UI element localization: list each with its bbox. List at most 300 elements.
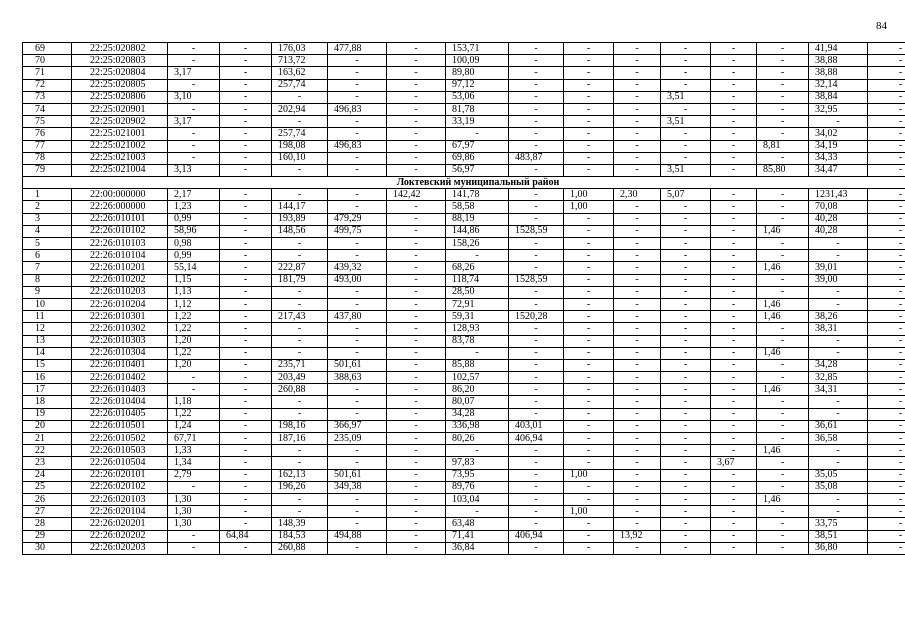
- table-cell: -: [564, 298, 614, 310]
- table-cell: -: [220, 445, 272, 457]
- table-cell: 58,58: [446, 201, 509, 213]
- table-cell: -: [757, 323, 809, 335]
- table-cell: -: [868, 433, 905, 445]
- table-cell: -: [509, 116, 564, 128]
- table-cell: -: [387, 493, 446, 505]
- table-cell: -: [614, 481, 661, 493]
- table-cell: -: [757, 359, 809, 371]
- table-cell: 388,63: [328, 372, 387, 384]
- table-cell: -: [711, 359, 757, 371]
- table-cell: -: [328, 67, 387, 79]
- table-cell: 501,61: [328, 359, 387, 371]
- table-cell: -: [387, 445, 446, 457]
- table-cell: -: [509, 518, 564, 530]
- table-cell: -: [387, 298, 446, 310]
- table-cell: -: [564, 493, 614, 505]
- table-cell: -: [564, 408, 614, 420]
- table-cell: 22:26:010203: [72, 286, 168, 298]
- table-cell: 86,20: [446, 384, 509, 396]
- table-cell: -: [661, 67, 711, 79]
- table-cell: -: [564, 262, 614, 274]
- table-cell: 11: [23, 311, 72, 323]
- table-cell: -: [564, 347, 614, 359]
- table-cell: 3,17: [168, 67, 220, 79]
- table-cell: 3,10: [168, 91, 220, 103]
- table-cell: 3,17: [168, 116, 220, 128]
- table-cell: -: [220, 213, 272, 225]
- table-cell: -: [564, 213, 614, 225]
- table-cell: -: [757, 286, 809, 298]
- table-cell: 22:26:010405: [72, 408, 168, 420]
- table-cell: -: [509, 323, 564, 335]
- table-cell: 22:26:010501: [72, 420, 168, 432]
- table-cell: -: [614, 506, 661, 518]
- table-cell: -: [711, 408, 757, 420]
- table-cell: -: [757, 103, 809, 115]
- table-cell: -: [661, 128, 711, 140]
- table-cell: 496,83: [328, 103, 387, 115]
- table-cell: -: [220, 103, 272, 115]
- table-cell: -: [661, 213, 711, 225]
- table-cell: 3,51: [661, 164, 711, 176]
- table-cell: 74: [23, 103, 72, 115]
- table-cell: -: [868, 518, 905, 530]
- table-cell: 69: [23, 43, 72, 55]
- table-cell: 71: [23, 67, 72, 79]
- table-cell: 78: [23, 152, 72, 164]
- table-cell: -: [564, 274, 614, 286]
- table-cell: 202,94: [272, 103, 328, 115]
- table-cell: 89,76: [446, 481, 509, 493]
- table-cell: 499,75: [328, 225, 387, 237]
- table-cell: -: [614, 164, 661, 176]
- table-cell: -: [564, 43, 614, 55]
- table-cell: 235,09: [328, 433, 387, 445]
- table-cell: -: [757, 542, 809, 554]
- table-row: [23, 542, 905, 554]
- table-cell: 493,00: [328, 274, 387, 286]
- table-row: [23, 140, 905, 152]
- table-cell: -: [272, 457, 328, 469]
- table-cell: -: [868, 238, 905, 250]
- table-cell: 2,17: [168, 189, 220, 201]
- table-cell: 1,13: [168, 286, 220, 298]
- table-cell: -: [387, 420, 446, 432]
- table-cell: 80,26: [446, 433, 509, 445]
- table-cell: -: [661, 43, 711, 55]
- table-cell: -: [272, 91, 328, 103]
- table-cell: 257,74: [272, 79, 328, 91]
- table-row: [23, 164, 905, 176]
- table-cell: -: [614, 518, 661, 530]
- table-cell: 41,94: [809, 43, 868, 55]
- table-cell: -: [564, 433, 614, 445]
- table-cell: -: [868, 335, 905, 347]
- table-cell: -: [868, 493, 905, 505]
- table-cell: 14: [23, 347, 72, 359]
- table-cell: 162,13: [272, 469, 328, 481]
- table-cell: -: [868, 408, 905, 420]
- table-row: [23, 493, 905, 505]
- table-cell: 33,75: [809, 518, 868, 530]
- table-cell: -: [757, 43, 809, 55]
- table-cell: -: [868, 311, 905, 323]
- table-cell: -: [614, 201, 661, 213]
- table-cell: -: [564, 372, 614, 384]
- table-cell: -: [387, 530, 446, 542]
- table-cell: 32,85: [809, 372, 868, 384]
- table-cell: 439,32: [328, 262, 387, 274]
- table-cell: -: [711, 103, 757, 115]
- table-cell: -: [661, 396, 711, 408]
- table-cell: -: [711, 384, 757, 396]
- table-cell: -: [387, 140, 446, 152]
- table-cell: 257,74: [272, 128, 328, 140]
- table-cell: 89,80: [446, 67, 509, 79]
- table-cell: -: [220, 225, 272, 237]
- table-cell: -: [711, 55, 757, 67]
- table-cell: -: [711, 67, 757, 79]
- table-cell: -: [868, 298, 905, 310]
- table-cell: 22:26:010302: [72, 323, 168, 335]
- table-row: [23, 103, 905, 115]
- table-cell: -: [868, 542, 905, 554]
- table-row: [23, 530, 905, 542]
- table-cell: -: [809, 347, 868, 359]
- table-cell: -: [220, 274, 272, 286]
- table-cell: -: [446, 128, 509, 140]
- table-cell: -: [564, 103, 614, 115]
- table-cell: 28,50: [446, 286, 509, 298]
- table-cell: -: [387, 396, 446, 408]
- table-cell: -: [564, 67, 614, 79]
- table-cell: -: [711, 274, 757, 286]
- table-cell: -: [868, 286, 905, 298]
- table-cell: 153,71: [446, 43, 509, 55]
- table-cell: -: [661, 542, 711, 554]
- table-cell: -: [757, 250, 809, 262]
- table-row: [23, 67, 905, 79]
- table-cell: 2,79: [168, 469, 220, 481]
- table-cell: 36,80: [809, 542, 868, 554]
- table-cell: -: [614, 335, 661, 347]
- table-row: [23, 201, 905, 213]
- table-row: [23, 262, 905, 274]
- table-cell: 58,96: [168, 225, 220, 237]
- table-cell: 34,33: [809, 152, 868, 164]
- table-cell: 72: [23, 79, 72, 91]
- table-cell: -: [661, 372, 711, 384]
- table-cell: 25: [23, 481, 72, 493]
- table-cell: -: [868, 469, 905, 481]
- table-cell: 437,80: [328, 311, 387, 323]
- table-cell: -: [328, 298, 387, 310]
- table-cell: -: [387, 238, 446, 250]
- table-cell: 1,15: [168, 274, 220, 286]
- table-cell: -: [757, 457, 809, 469]
- table-cell: -: [272, 250, 328, 262]
- table-cell: 1,22: [168, 323, 220, 335]
- table-cell: -: [328, 347, 387, 359]
- table-cell: 16: [23, 372, 72, 384]
- table-cell: -: [272, 396, 328, 408]
- table-cell: 260,88: [272, 542, 328, 554]
- table-cell: 1,46: [757, 262, 809, 274]
- table-cell: -: [564, 128, 614, 140]
- table-cell: 1,30: [168, 506, 220, 518]
- table-cell: -: [809, 457, 868, 469]
- table-cell: -: [868, 420, 905, 432]
- table-cell: -: [387, 152, 446, 164]
- table-cell: 22:26:010204: [72, 298, 168, 310]
- table-cell: 22:25:020804: [72, 67, 168, 79]
- table-cell: -: [661, 384, 711, 396]
- table-cell: 39,01: [809, 262, 868, 274]
- table-cell: -: [168, 43, 220, 55]
- table-cell: 9: [23, 286, 72, 298]
- table-cell: 35,08: [809, 481, 868, 493]
- table-cell: -: [328, 152, 387, 164]
- table-cell: 36,61: [809, 420, 868, 432]
- table-cell: 176,03: [272, 43, 328, 55]
- table-row: [23, 408, 905, 420]
- table-cell: 22:25:020901: [72, 103, 168, 115]
- table-cell: -: [387, 225, 446, 237]
- table-cell: -: [711, 469, 757, 481]
- table-cell: 80,07: [446, 396, 509, 408]
- table-cell: 53,06: [446, 91, 509, 103]
- table-cell: -: [661, 323, 711, 335]
- table-cell: 1,22: [168, 347, 220, 359]
- table-cell: -: [757, 518, 809, 530]
- table-cell: -: [509, 384, 564, 396]
- table-cell: 30: [23, 542, 72, 554]
- table-cell: 77: [23, 140, 72, 152]
- table-cell: -: [564, 335, 614, 347]
- table-cell: -: [509, 506, 564, 518]
- table-cell: 144,17: [272, 201, 328, 213]
- table-cell: -: [614, 152, 661, 164]
- table-cell: -: [757, 481, 809, 493]
- table-cell: -: [564, 542, 614, 554]
- table-cell: 100,09: [446, 55, 509, 67]
- table-cell: 141,78: [446, 189, 509, 201]
- table-cell: -: [328, 55, 387, 67]
- table-cell: -: [387, 335, 446, 347]
- table-cell: 1,23: [168, 201, 220, 213]
- table-cell: 217,43: [272, 311, 328, 323]
- page-number: 84: [876, 20, 887, 32]
- table-cell: 40,28: [809, 225, 868, 237]
- table-cell: 1,00: [564, 469, 614, 481]
- table-cell: 22:25:020805: [72, 79, 168, 91]
- table-cell: -: [614, 213, 661, 225]
- table-cell: -: [328, 250, 387, 262]
- table-cell: 148,56: [272, 225, 328, 237]
- table-cell: -: [661, 225, 711, 237]
- table-cell: -: [509, 298, 564, 310]
- table-cell: -: [809, 335, 868, 347]
- table-cell: 102,57: [446, 372, 509, 384]
- table-cell: -: [809, 493, 868, 505]
- table-cell: 1,46: [757, 493, 809, 505]
- table-cell: -: [220, 43, 272, 55]
- table-cell: 23: [23, 457, 72, 469]
- table-cell: -: [387, 433, 446, 445]
- table-cell: -: [509, 79, 564, 91]
- table-cell: 3,67: [711, 457, 757, 469]
- table-cell: 1528,59: [509, 274, 564, 286]
- table-cell: -: [614, 116, 661, 128]
- table-cell: 1,24: [168, 420, 220, 432]
- table-cell: -: [509, 140, 564, 152]
- table-cell: -: [661, 140, 711, 152]
- table-cell: -: [387, 91, 446, 103]
- table-row: [23, 481, 905, 493]
- table-cell: -: [711, 43, 757, 55]
- table-cell: -: [387, 262, 446, 274]
- table-cell: -: [564, 79, 614, 91]
- table-cell: 75: [23, 116, 72, 128]
- table-cell: 22:25:020902: [72, 116, 168, 128]
- table-cell: -: [809, 286, 868, 298]
- table-cell: -: [757, 67, 809, 79]
- table-cell: 13: [23, 335, 72, 347]
- table-cell: -: [564, 384, 614, 396]
- table-cell: -: [220, 457, 272, 469]
- table-cell: -: [509, 213, 564, 225]
- table-cell: 20: [23, 420, 72, 432]
- table-cell: -: [168, 128, 220, 140]
- table-cell: 479,29: [328, 213, 387, 225]
- table-cell: -: [711, 323, 757, 335]
- table-cell: -: [509, 164, 564, 176]
- table-cell: 128,93: [446, 323, 509, 335]
- table-cell: -: [328, 91, 387, 103]
- table-cell: -: [387, 116, 446, 128]
- table-cell: -: [272, 323, 328, 335]
- table-cell: -: [328, 128, 387, 140]
- table-cell: -: [614, 79, 661, 91]
- table-cell: -: [328, 408, 387, 420]
- table-row: [23, 384, 905, 396]
- table-row: [23, 79, 905, 91]
- table-cell: 15: [23, 359, 72, 371]
- table-cell: -: [614, 311, 661, 323]
- table-cell: 22:26:010403: [72, 384, 168, 396]
- table-cell: 118,74: [446, 274, 509, 286]
- table-cell: -: [757, 201, 809, 213]
- table-cell: -: [509, 201, 564, 213]
- table-cell: -: [868, 152, 905, 164]
- table-cell: -: [868, 201, 905, 213]
- table-cell: 22:25:020803: [72, 55, 168, 67]
- table-cell: -: [272, 238, 328, 250]
- table-cell: -: [757, 213, 809, 225]
- table-cell: -: [564, 359, 614, 371]
- table-cell: -: [661, 518, 711, 530]
- table-cell: -: [220, 420, 272, 432]
- table-cell: 21: [23, 433, 72, 445]
- table-cell: -: [614, 420, 661, 432]
- table-row: [23, 298, 905, 310]
- table-cell: 477,88: [328, 43, 387, 55]
- table-body-bottom: [23, 189, 905, 555]
- table-cell: 22:25:020802: [72, 43, 168, 55]
- table-cell: -: [220, 238, 272, 250]
- table-cell: -: [809, 116, 868, 128]
- table-cell: -: [564, 286, 614, 298]
- table-cell: 97,12: [446, 79, 509, 91]
- table-cell: 35,05: [809, 469, 868, 481]
- table-cell: -: [711, 164, 757, 176]
- table-cell: 1,33: [168, 445, 220, 457]
- table-cell: -: [661, 493, 711, 505]
- table-cell: -: [614, 103, 661, 115]
- table-cell: -: [661, 420, 711, 432]
- table-cell: -: [272, 493, 328, 505]
- table-cell: 22:25:020806: [72, 91, 168, 103]
- table-cell: -: [509, 55, 564, 67]
- table-cell: 22:25:021001: [72, 128, 168, 140]
- table-cell: -: [509, 43, 564, 55]
- table-cell: -: [868, 140, 905, 152]
- table-cell: -: [564, 530, 614, 542]
- table-cell: -: [220, 433, 272, 445]
- table-cell: -: [220, 359, 272, 371]
- table-cell: -: [168, 103, 220, 115]
- table-cell: -: [509, 347, 564, 359]
- table-cell: 483,87: [509, 152, 564, 164]
- table-cell: -: [328, 323, 387, 335]
- table-cell: -: [661, 457, 711, 469]
- table-cell: 73,95: [446, 469, 509, 481]
- table-cell: 1,46: [757, 311, 809, 323]
- table-cell: -: [220, 262, 272, 274]
- table-row: [23, 274, 905, 286]
- table-cell: -: [614, 140, 661, 152]
- table-cell: -: [661, 103, 711, 115]
- table-cell: 34,28: [446, 408, 509, 420]
- table-cell: 1,34: [168, 457, 220, 469]
- table-cell: -: [711, 140, 757, 152]
- table-cell: -: [220, 493, 272, 505]
- table-cell: -: [757, 506, 809, 518]
- table-cell: -: [564, 445, 614, 457]
- table-row: [23, 506, 905, 518]
- table-cell: -: [614, 408, 661, 420]
- table-cell: 76: [23, 128, 72, 140]
- table-cell: 22:26:020101: [72, 469, 168, 481]
- table-cell: 83,78: [446, 335, 509, 347]
- table-cell: 158,26: [446, 238, 509, 250]
- table-row: [23, 469, 905, 481]
- table-cell: -: [711, 506, 757, 518]
- table-cell: 1,00: [564, 201, 614, 213]
- section-header-row: [23, 177, 905, 189]
- table-cell: -: [868, 530, 905, 542]
- table-cell: -: [711, 518, 757, 530]
- table-cell: 85,88: [446, 359, 509, 371]
- table-cell: -: [272, 286, 328, 298]
- table-cell: 1: [23, 189, 72, 201]
- table-cell: -: [509, 493, 564, 505]
- table-cell: 4: [23, 225, 72, 237]
- table-cell: -: [509, 238, 564, 250]
- table-row: [23, 457, 905, 469]
- table-cell: -: [868, 445, 905, 457]
- table-cell: -: [614, 384, 661, 396]
